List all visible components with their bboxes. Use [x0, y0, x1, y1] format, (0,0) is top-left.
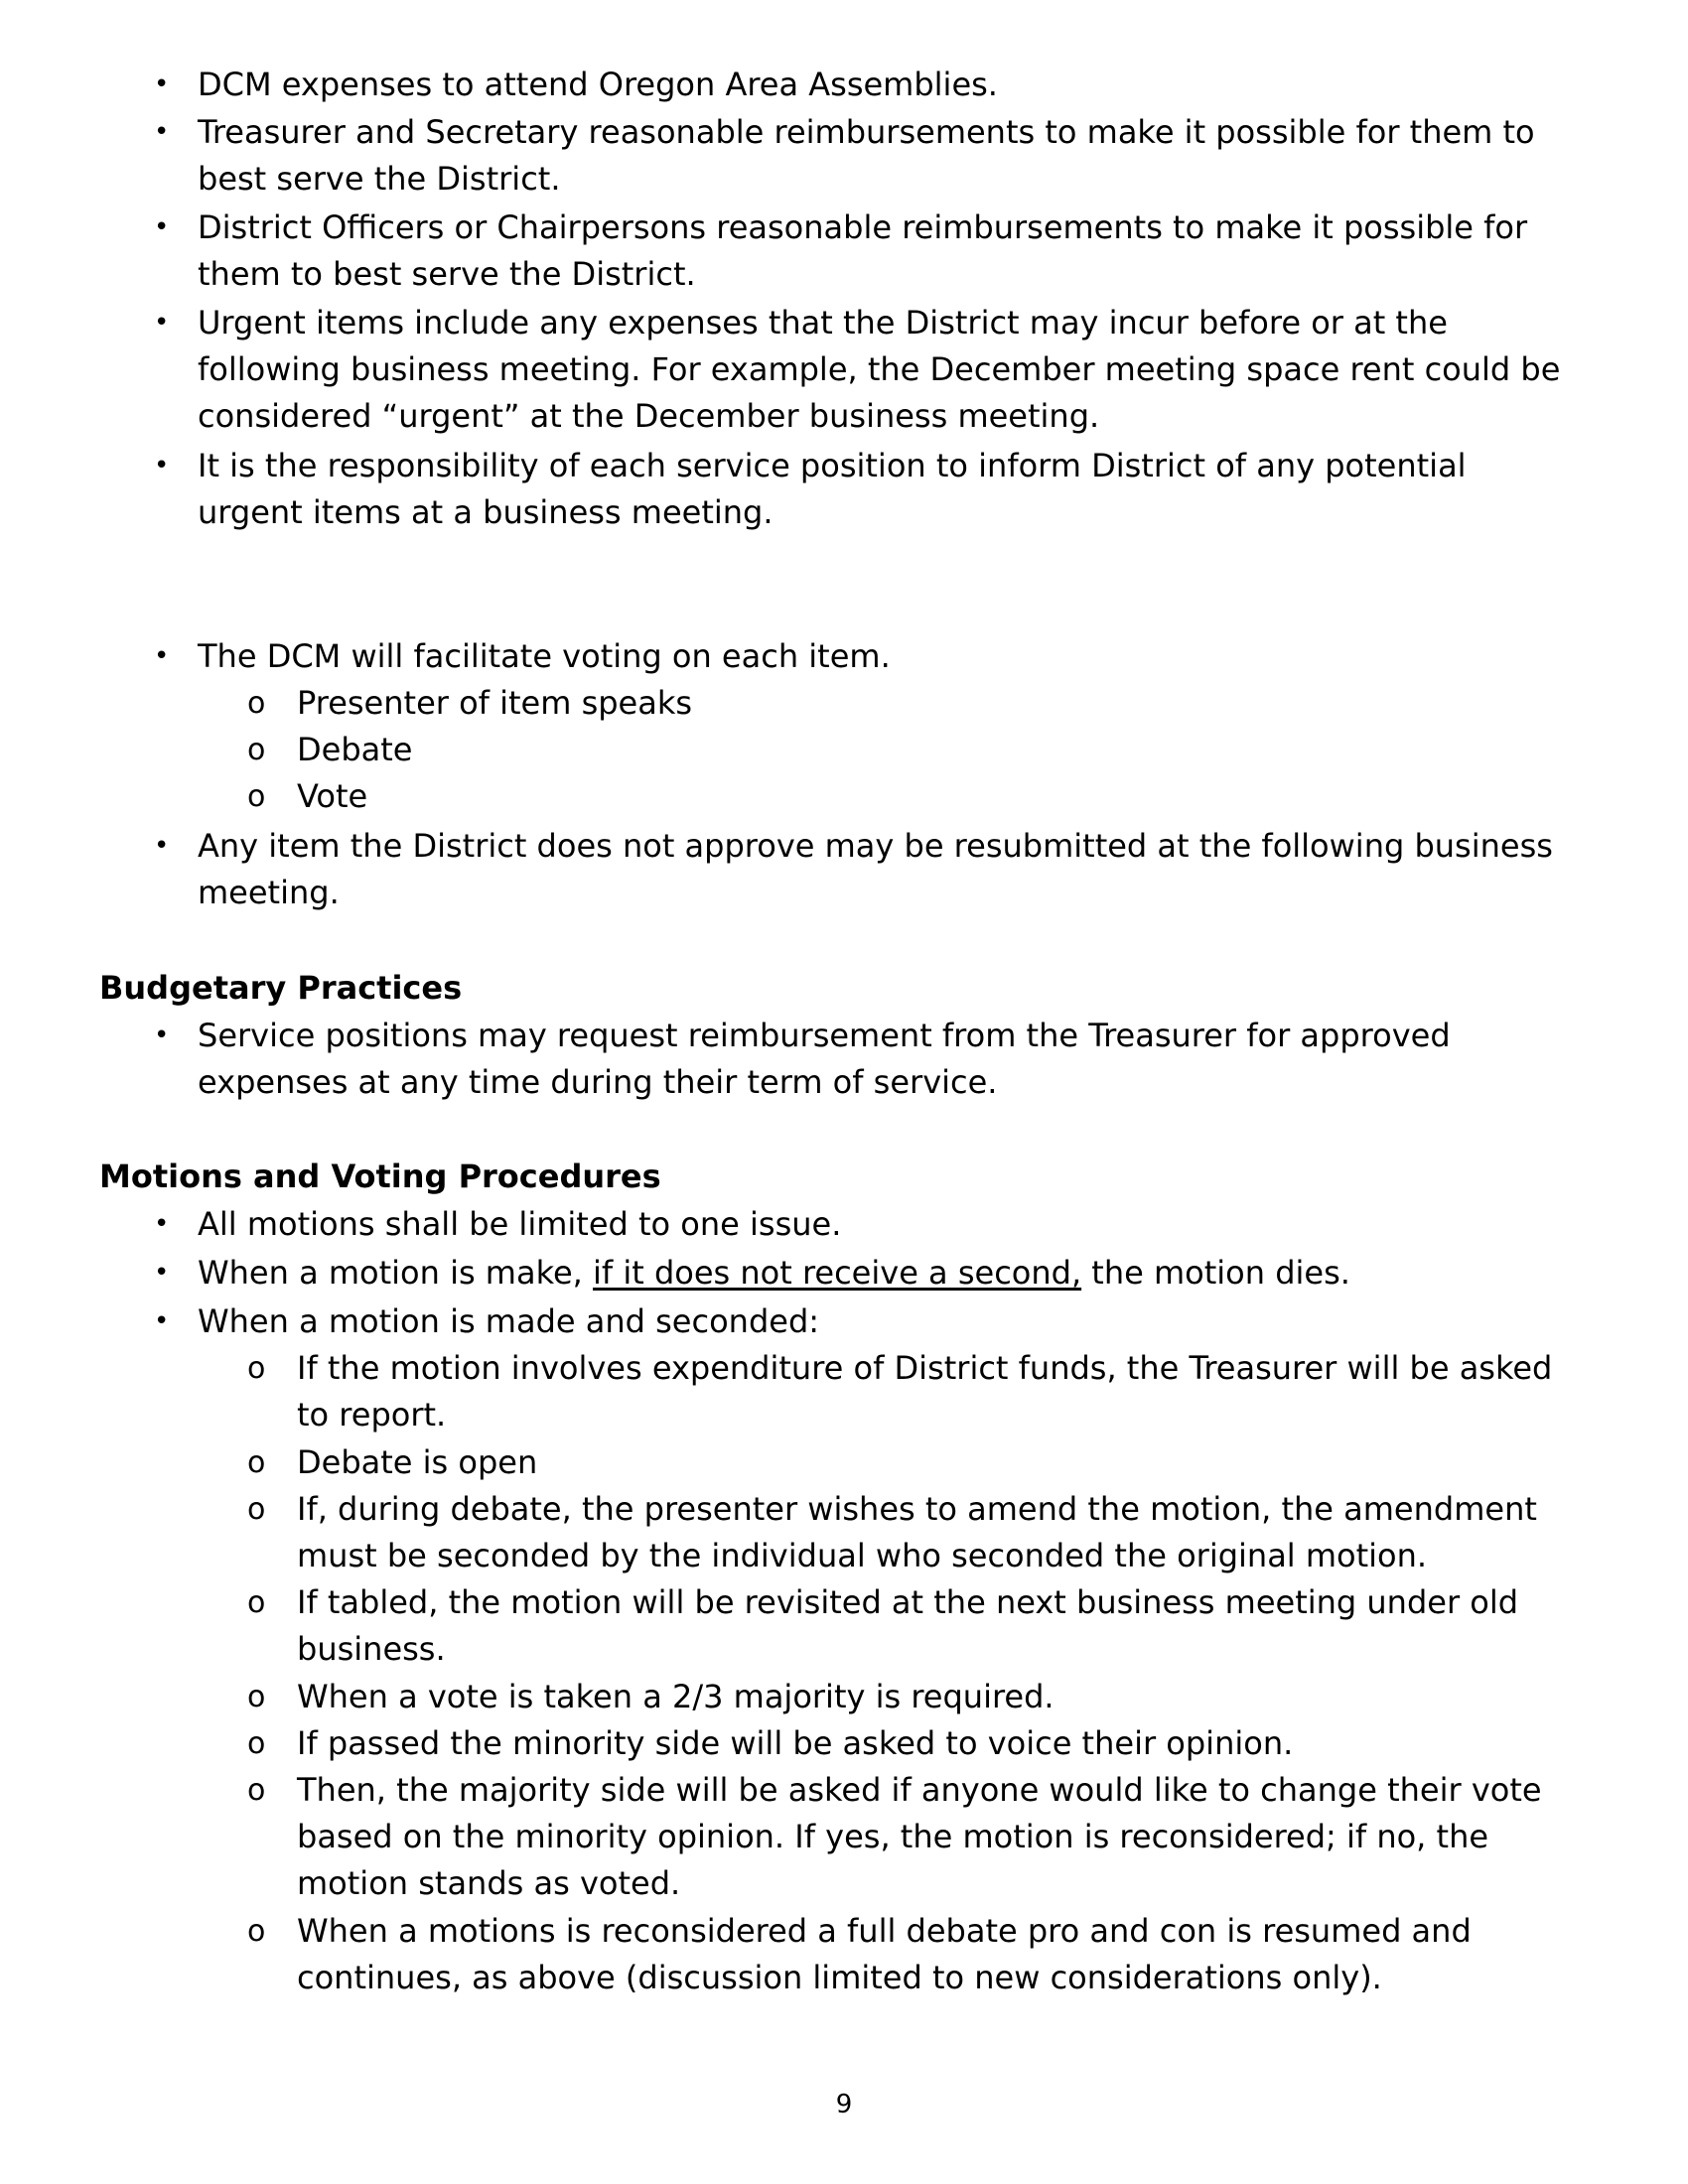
list-item-text: DCM expenses to attend Oregon Area Assemblies.	[198, 66, 998, 103]
sub-list-item-text: If the motion involves expenditure of District funds, the Treasurer will be asked to report.	[297, 1349, 1553, 1433]
circle-bullet-icon: o	[247, 1773, 266, 1808]
circle-bullet-icon: o	[247, 1680, 266, 1714]
list-item	[154, 205, 1578, 298]
list-item	[154, 1250, 1578, 1297]
sub-list-item	[247, 1579, 1588, 1673]
bullet-icon: •	[154, 641, 170, 671]
bullet-icon: •	[154, 451, 170, 480]
sub-list-item-text: When a vote is taken a 2/3 majority is required.	[297, 1678, 1055, 1715]
bullet-icon: •	[154, 212, 170, 242]
section-heading: Budgetary Practices	[99, 969, 463, 1007]
sub-list-item	[247, 1486, 1588, 1579]
sub-list-item	[247, 1345, 1588, 1438]
bullet-icon: •	[154, 308, 170, 338]
list-item-text: Service positions may request reimbursement from the Treasurer for approved expenses at any time during their term of service.	[198, 1017, 1451, 1101]
bullet-icon: •	[154, 1021, 170, 1050]
list-item-text: It is the responsibility of each service position to inform District of any potential urgent items at a business meeting.	[198, 447, 1467, 531]
sub-list-item-text: If tabled, the motion will be revisited at the next business meeting under old business.	[297, 1583, 1519, 1668]
bullet-icon: •	[154, 1306, 170, 1336]
sub-list-item-text: Presenter of item speaks	[297, 684, 693, 722]
circle-bullet-icon: o	[247, 779, 266, 814]
list-item	[154, 62, 1578, 108]
sub-list-item	[247, 1908, 1588, 2001]
sub-list-item	[247, 727, 1588, 773]
circle-bullet-icon: o	[247, 1351, 266, 1386]
sub-list-item-text: If, during debate, the presenter wishes to amend the motion, the amendment must be seconded by the individual who seconded the original motion.	[297, 1490, 1537, 1574]
circle-bullet-icon: o	[247, 1914, 266, 1949]
bullet-icon: •	[154, 1209, 170, 1239]
list-item	[154, 823, 1578, 916]
list-item-text: When a motion is made and seconded:	[198, 1302, 820, 1340]
text-before: When a motion is make,	[198, 1254, 593, 1292]
bullet-icon: •	[154, 69, 170, 99]
sub-list-item	[247, 1767, 1588, 1907]
sub-list-item-text: Debate is open	[297, 1443, 538, 1481]
sub-list-item	[247, 773, 1588, 820]
list-item-text: District Officers or Chairpersons reasonable reimbursements to make it possible for them to best serve the District.	[198, 208, 1528, 293]
circle-bullet-icon: o	[247, 1445, 266, 1480]
list-item-text: Treasurer and Secretary reasonable reimbursements to make it possible for them to best serve the District.	[198, 113, 1535, 198]
section-heading: Motions and Voting Procedures	[99, 1158, 661, 1195]
circle-bullet-icon: o	[247, 733, 266, 767]
sub-list-item-text: If passed the minority side will be asked to voice their opinion.	[297, 1724, 1294, 1762]
text-after: the motion dies.	[1081, 1254, 1350, 1292]
list-item	[154, 633, 1578, 680]
list-item-text: Urgent items include any expenses that the District may incur before or at the following business meeting. For example, the December meeting space rent could be considered “urgent” at the December business meeting.	[198, 304, 1561, 435]
sub-list-item-text: Vote	[297, 777, 368, 815]
list-item	[154, 443, 1578, 536]
circle-bullet-icon: o	[247, 1726, 266, 1761]
list-item	[154, 1298, 1578, 1345]
bullet-icon: •	[154, 117, 170, 147]
sub-list-item	[247, 1720, 1588, 1767]
list-item	[154, 1013, 1578, 1106]
underlined-text: if it does not receive a second,	[593, 1254, 1082, 1292]
sub-list-item	[247, 680, 1588, 727]
page-number: 9	[835, 2090, 853, 2119]
list-item-text: All motions shall be limited to one issue.	[198, 1205, 842, 1243]
bullet-icon: •	[154, 1258, 170, 1288]
circle-bullet-icon: o	[247, 1585, 266, 1620]
circle-bullet-icon: o	[247, 686, 266, 721]
circle-bullet-icon: o	[247, 1492, 266, 1527]
list-item-text: The DCM will facilitate voting on each item.	[198, 637, 891, 675]
sub-list-item-text: Debate	[297, 731, 413, 768]
list-item	[154, 1201, 1578, 1248]
sub-list-item	[247, 1674, 1588, 1720]
sub-list-item-text: When a motions is reconsidered a full debate pro and con is resumed and continues, as above (discussion limited to new considerations only).	[297, 1912, 1472, 1996]
list-item	[154, 109, 1578, 203]
sub-list-item	[247, 1439, 1588, 1486]
list-item	[154, 300, 1578, 440]
list-item-text	[198, 1254, 1350, 1292]
bullet-icon: •	[154, 831, 170, 861]
sub-list-item-text: Then, the majority side will be asked if anyone would like to change their vote based on the minority opinion. If yes, the motion is reconsidered; if no, the motion stands as voted.	[297, 1771, 1542, 1902]
list-item-text: Any item the District does not approve may be resubmitted at the following business meeting.	[198, 827, 1553, 911]
